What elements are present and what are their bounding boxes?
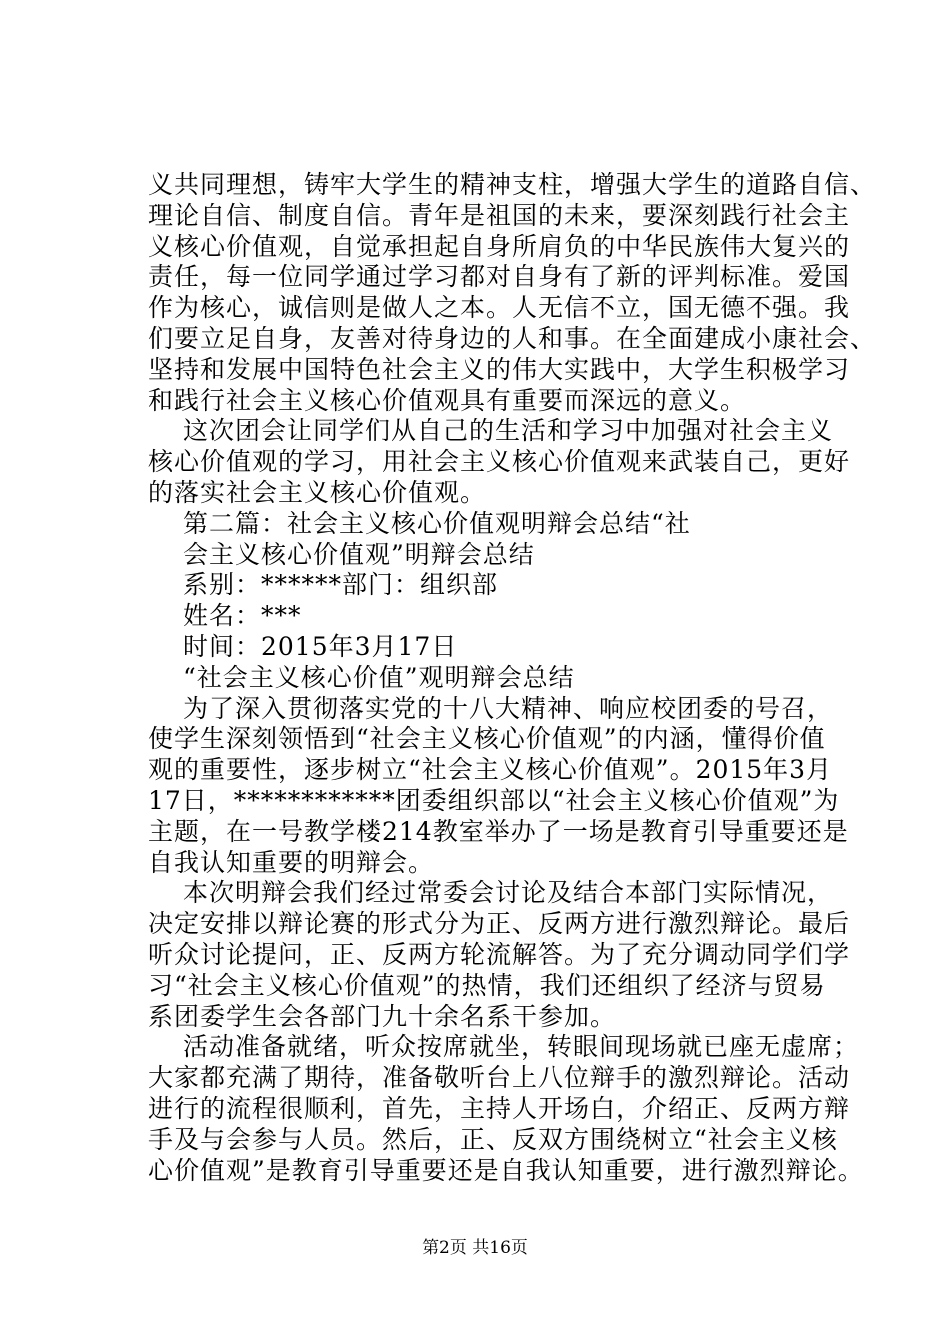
text-line: 义核心价值观，自觉承担起自身所肩负的中华民族伟大复兴的: [148, 231, 851, 261]
department-line: 系别：******部门：组织部: [183, 570, 499, 600]
text-line: 的落实社会主义核心价值观。: [148, 477, 487, 507]
text-line: 使学生深刻领悟到“社会主义核心价值观”的内涵，懂得价值: [148, 724, 826, 754]
summary-title: “社会主义核心价值”观明辩会总结: [183, 662, 575, 692]
text-line: 和践行社会主义核心价值观具有重要而深远的意义。: [148, 385, 747, 415]
page-number-footer: 第2页 共16页: [422, 1238, 528, 1258]
text-line: 决定安排以辩论赛的形式分为正、反两方进行激烈辩论。最后: [148, 909, 851, 939]
text-line: 进行的流程很顺利，首先，主持人开场白，介绍正、反两方辩: [148, 1093, 851, 1123]
text-line: 手及与会参与人员。然后，正、反双方围绕树立“社会主义核: [148, 1124, 838, 1154]
text-line: 自我认知重要的明辩会。: [148, 847, 435, 877]
text-line: 们要立足自身，友善对待身边的人和事。在全面建成小康社会、: [148, 323, 877, 353]
text-line: 系团委学生会各部门九十余名系干参加。: [148, 1001, 617, 1031]
text-line: 大家都充满了期待，准备敬听台上八位辩手的激烈辩论。活动: [148, 1063, 851, 1093]
text-line: 作为核心，诚信则是做人之本。人无信不立，国无德不强。我: [148, 293, 851, 323]
text-line: 观的重要性，逐步树立“社会主义核心价值观”。2015年3月: [148, 755, 833, 785]
text-line: 理论自信、制度自信。青年是祖国的未来，要深刻践行社会主: [148, 200, 851, 230]
text-line: 17日，************团委组织部以“社会主义核心价值观”为: [148, 785, 840, 815]
text-line: 主题，在一号教学楼214教室举办了一场是教育引导重要还是: [148, 816, 849, 846]
document-body: [148, 170, 877, 1186]
text-line: 这次团会让同学们从自己的生活和学习中加强对社会主义: [183, 416, 834, 446]
name-line: 姓名：***: [183, 601, 302, 631]
text-line: 为了深入贯彻落实党的十八大精神、响应校团委的号召，: [183, 693, 834, 723]
section-heading-line: 第二篇：社会主义核心价值观明辩会总结“社: [183, 508, 691, 538]
text-line: 习“社会主义核心价值观”的热情，我们还组织了经济与贸易: [148, 970, 826, 1000]
text-line: 责任，每一位同学通过学习都对自身有了新的评判标准。爱国: [148, 262, 851, 292]
section-heading-line: 会主义核心价值观”明辩会总结: [183, 539, 535, 569]
text-line: 心价值观”是教育引导重要还是自我认知重要，进行激烈辩论。: [148, 1155, 864, 1185]
text-line: 活动准备就绪，听众按席就坐，转眼间现场就已座无虚席；: [183, 1032, 860, 1062]
text-line: 义共同理想，铸牢大学生的精神支柱，增强大学生的道路自信、: [148, 170, 877, 199]
text-line: 本次明辩会我们经过常委会讨论及结合本部门实际情况，: [183, 878, 834, 908]
text-line: 坚持和发展中国特色社会主义的伟大实践中，大学生积极学习: [148, 354, 851, 384]
text-line: 听众讨论提问，正、反两方轮流解答。为了充分调动同学们学: [148, 939, 851, 969]
date-line: 时间：2015年3月17日: [183, 631, 458, 661]
text-line: 核心价值观的学习，用社会主义核心价值观来武装自己，更好: [148, 447, 851, 477]
